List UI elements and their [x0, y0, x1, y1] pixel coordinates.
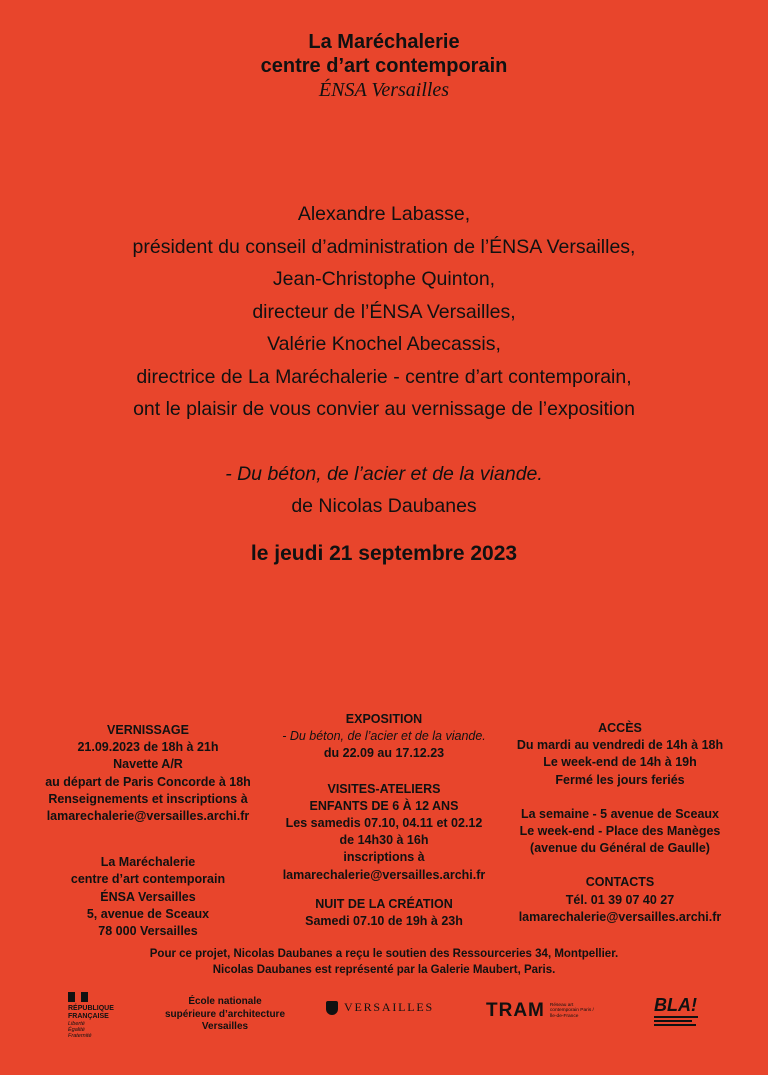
- venue-name: La Maréchalerie: [308, 31, 460, 53]
- exposition-title: - Du béton, de l’acier et de la viande.: [282, 729, 486, 744]
- place-line: Le week-end - Place des Manèges: [519, 824, 721, 839]
- vernissage-email-link[interactable]: lamarechalerie@versailles.archi.fr: [46, 809, 250, 824]
- exhibition-title: - Du béton, de l’acier et de la viande.: [225, 463, 543, 485]
- event-date: le jeudi 21 septembre 2023: [250, 542, 518, 565]
- republique-francaise-logo: RÉPUBLIQUE FRANÇAISE Liberté Égalité Fraternité: [68, 992, 114, 1039]
- vernissage-heading: VERNISSAGE: [107, 723, 189, 737]
- invitation-line: Alexandre Labasse,: [297, 203, 471, 225]
- exposition-dates: du 22.09 au 17.12.23: [323, 746, 445, 761]
- night-line: Samedi 07.10 de 19h à 23h: [305, 914, 463, 929]
- bla-fineprint-icon: [654, 1016, 702, 1026]
- vernissage-column: [30, 722, 266, 940]
- vernissage-line: Renseignements et inscriptions à: [48, 791, 248, 806]
- vernissage-line: Navette A/R: [113, 757, 183, 772]
- invitation-text: [0, 198, 768, 426]
- visits-line: Les samedis 07.10, 04.11 et 02.12: [285, 816, 483, 831]
- contact-phone: Tél. 01 39 07 40 27: [565, 892, 675, 907]
- credits: [0, 946, 768, 978]
- address-line: centre d’art contemporain: [70, 872, 226, 887]
- school-name: ÉNSA Versailles: [318, 79, 450, 101]
- vernissage-line: au départ de Paris Concorde à 18h: [45, 774, 251, 789]
- exposition-heading: EXPOSITION: [345, 712, 423, 726]
- visits-subheading: ENFANTS DE 6 À 12 ANS: [309, 798, 459, 813]
- ensa-logo: École nationale supérieure d’architecture Versailles: [164, 996, 286, 1032]
- credit-line: Pour ce projet, Nicolas Daubanes a reçu le soutien des Ressourceries 34, Montpellier.: [149, 948, 619, 960]
- exhibition: [0, 458, 768, 522]
- tram-logo: TRAM Réseau art contemporain Paris / Île-de-France: [486, 1000, 594, 1021]
- invitation-line: président du conseil d’administration de l’ÉNSA Versailles,: [132, 235, 636, 258]
- bla-logo: BLA!: [654, 996, 702, 1028]
- vernissage-line: 21.09.2023 de 18h à 21h: [77, 740, 219, 755]
- exposition-column: [268, 711, 500, 930]
- place-line: La semaine - 5 avenue de Sceaux: [520, 806, 720, 821]
- exhibition-artist: de Nicolas Daubanes: [291, 495, 477, 517]
- address-line: La Maréchalerie: [100, 855, 196, 870]
- visits-line: de 14h30 à 16h: [339, 833, 429, 848]
- visits-heading: VISITES-ATELIERS: [327, 781, 441, 796]
- invitation-line: ont le plaisir de vous convier au vernissage de l’exposition: [133, 398, 635, 420]
- invitation-line: directrice de La Maréchalerie - centre d’art contemporain,: [136, 365, 632, 388]
- hours-line: Fermé les jours feriés: [555, 772, 685, 787]
- invitation-line: directeur de l’ÉNSA Versailles,: [252, 300, 516, 323]
- address-line: ÉNSA Versailles: [100, 889, 196, 904]
- place-line: (avenue du Général de Gaulle): [530, 841, 710, 856]
- marianne-flag-icon: [68, 992, 88, 1002]
- address-line: 78 000 Versailles: [98, 924, 198, 939]
- hours-line: Le week-end de 14h à 19h: [543, 755, 697, 770]
- partner-logos: [0, 992, 768, 1042]
- night-heading: NUIT DE LA CRÉATION: [315, 896, 453, 911]
- address-line: 5, avenue de Sceaux: [86, 906, 210, 921]
- credit-line: Nicolas Daubanes est représenté par la Galerie Maubert, Paris.: [212, 964, 556, 976]
- versailles-crest-icon: [326, 1001, 338, 1015]
- invitation-line: Jean-Christophe Quinton,: [272, 268, 496, 290]
- invitation-line: Valérie Knochel Abecassis,: [267, 333, 501, 355]
- visits-line: inscriptions à: [343, 850, 425, 865]
- contacts-heading: CONTACTS: [585, 875, 655, 890]
- header: [0, 30, 768, 102]
- venue-subtitle: centre d’art contemporain: [260, 55, 508, 77]
- access-column: [502, 720, 738, 926]
- contact-email-link[interactable]: lamarechalerie@versailles.archi.fr: [518, 909, 722, 924]
- versailles-logo: VERSAILLES: [326, 1000, 434, 1015]
- hours-line: Du mardi au vendredi de 14h à 18h: [516, 738, 724, 753]
- visits-email-link[interactable]: lamarechalerie@versailles.archi.fr: [282, 867, 486, 882]
- access-heading: ACCÈS: [598, 721, 642, 735]
